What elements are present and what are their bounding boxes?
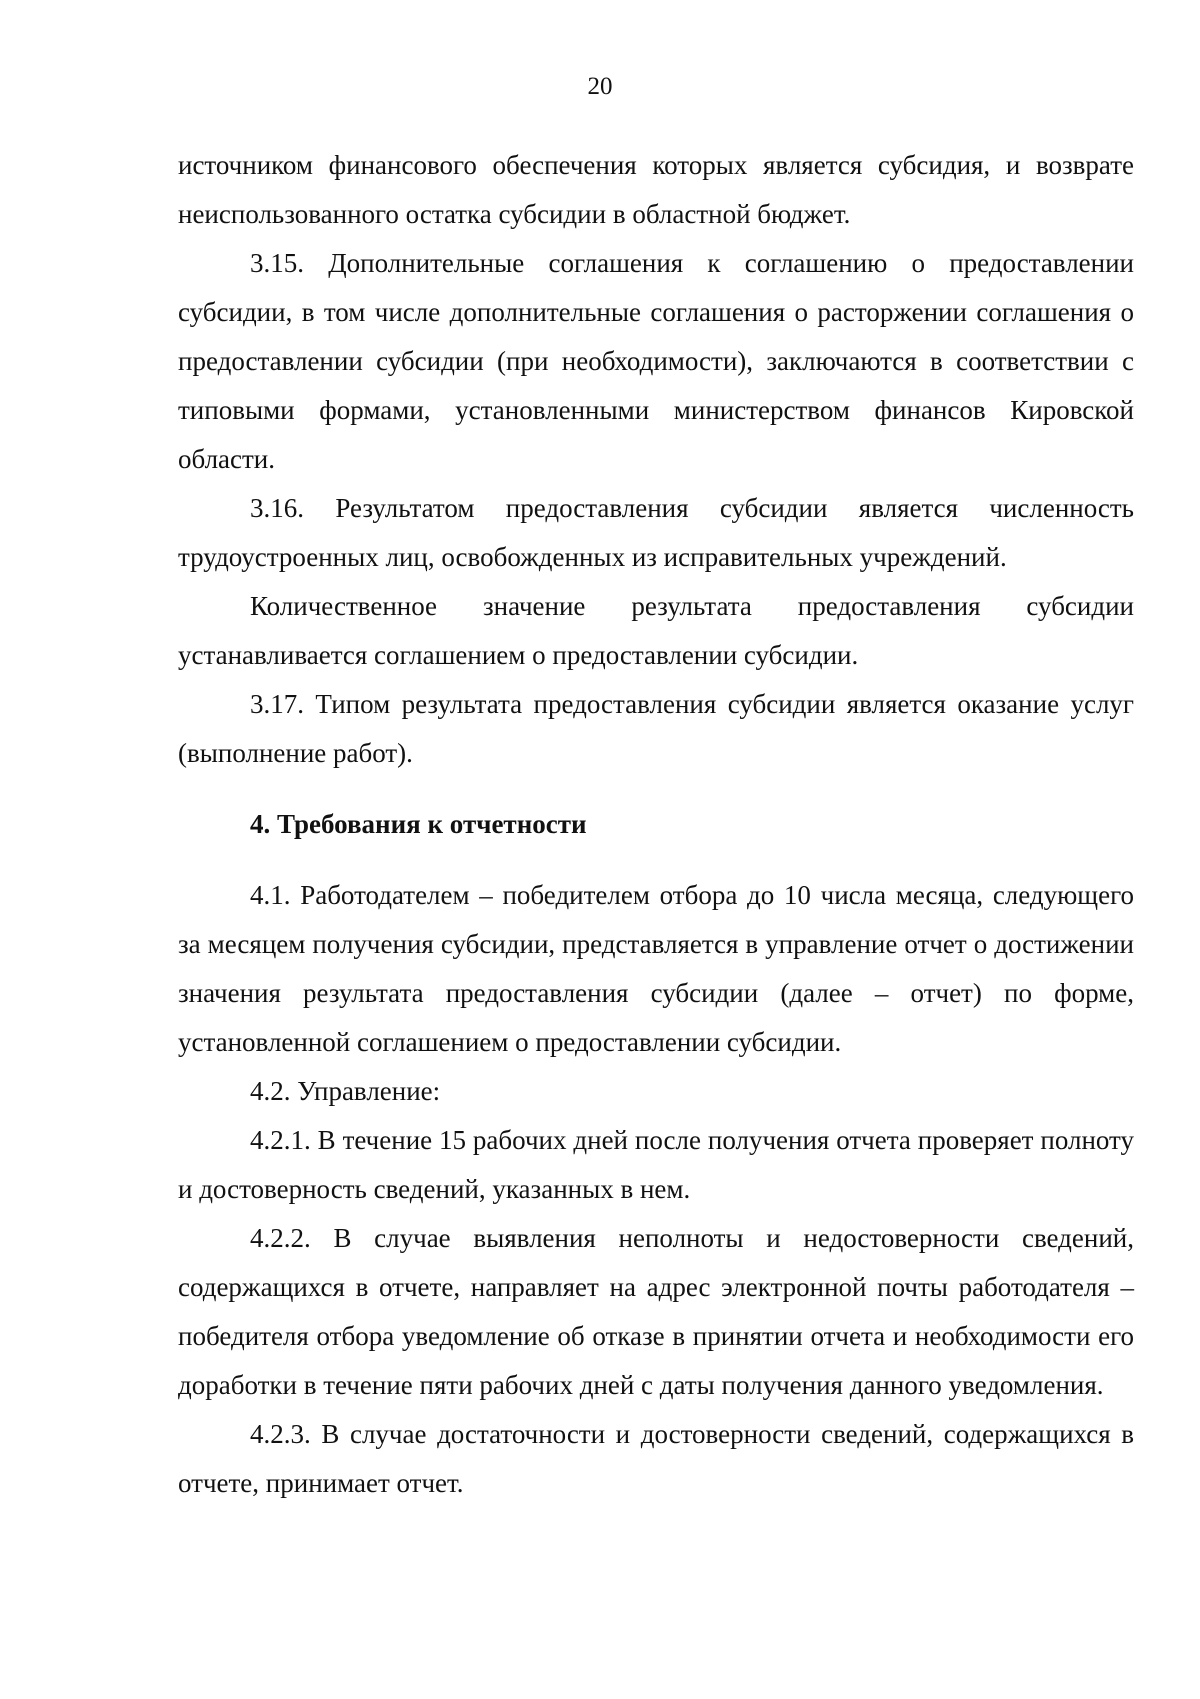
paragraph-continuation: источником финансового обеспечения которых является субсидия, и возврате неиспользованного остатка субсидии в областной бюджет. bbox=[178, 150, 1134, 229]
paragraph-4-2-2: 4.2.2. В случае выявления неполноты и недостоверности сведений, содержащихся в отчете, направляет на адрес электронной почты работодателя – победителя отбора уведомление об отказе в принятии отчета и необходимости его доработки в течение пяти рабочих дней с даты получения данного уведомления. bbox=[178, 1223, 1134, 1400]
section-heading: 4. Требования к отчетности bbox=[250, 809, 587, 839]
paragraph-3-15: 3.15. Дополнительные соглашения к соглашению о предоставлении субсидии, в том числе дополнительные соглашения о расторжении соглашения о предоставлении субсидии (при необходимости), заключаются в соответствии с типовыми формами, установленными министерством финансов Кировской области. bbox=[178, 248, 1134, 474]
paragraph-4-2-1: 4.2.1. В течение 15 рабочих дней после получения отчета проверяет полноту и достоверность сведений, указанных в нем. bbox=[178, 1125, 1134, 1204]
paragraph-4-2-3: 4.2.3. В случае достаточности и достоверности сведений, содержащихся в отчете, принимает отчет. bbox=[178, 1419, 1134, 1498]
paragraph-4-2: 4.2. Управление: bbox=[250, 1076, 441, 1106]
paragraph-4-1: 4.1. Работодателем – победителем отбора до 10 числа месяца, следующего за месяцем получения субсидии, представляется в управление отчет о достижении значения результата предоставления субсидии (далее – отчет) по форме, установленной соглашением о предоставлении субсидии. bbox=[178, 880, 1134, 1057]
page-number: 20 bbox=[587, 73, 613, 100]
paragraph-quantitative-value: Количественное значение результата предоставления субсидии устанавливается соглашением о предоставлении субсидии. bbox=[178, 591, 1134, 670]
paragraph-3-16: 3.16. Результатом предоставления субсидии является численность трудоустроенных лиц, освобожденных из исправительных учреждений. bbox=[178, 493, 1134, 572]
document-body bbox=[178, 141, 1134, 1508]
paragraph-3-17: 3.17. Типом результата предоставления субсидии является оказание услуг (выполнение работ). bbox=[178, 689, 1134, 768]
